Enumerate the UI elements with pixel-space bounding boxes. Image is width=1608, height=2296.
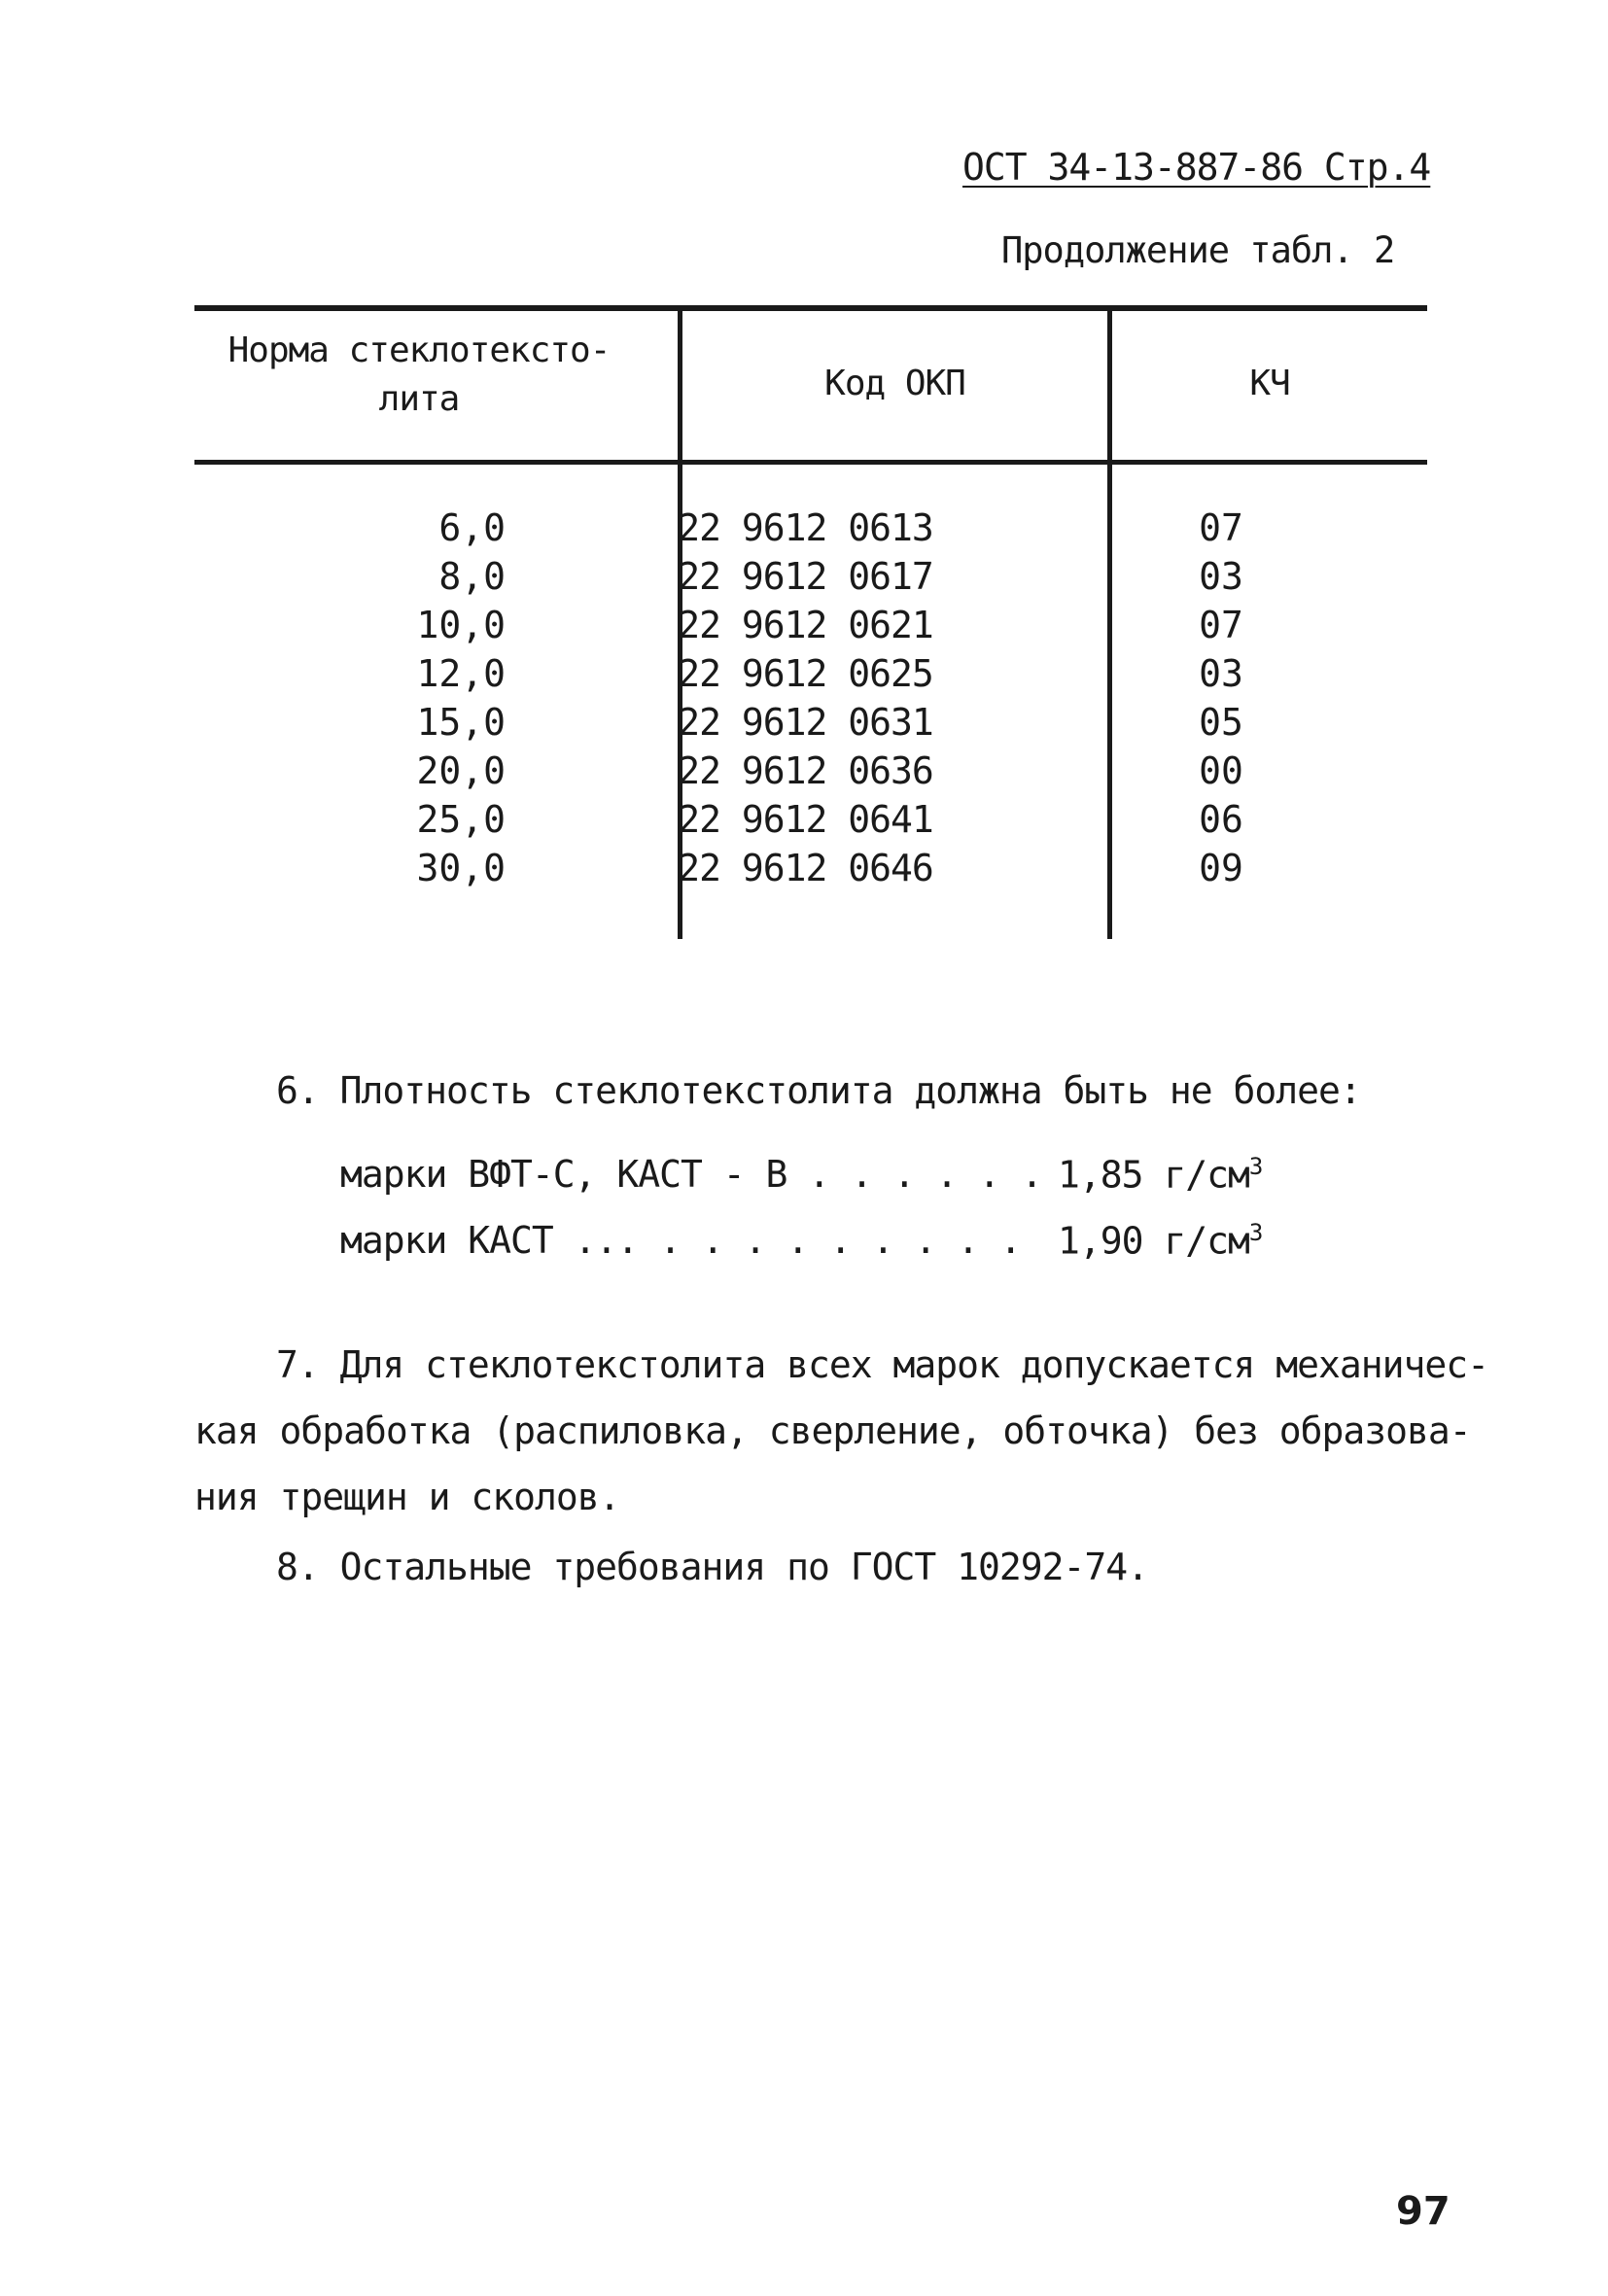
table-body: [194, 504, 1427, 892]
table-top-rule: [194, 305, 1427, 311]
page-number: 97: [1396, 2189, 1451, 2234]
section-6-text: 6. Плотность стеклотекстолита должна быть не более:: [276, 1069, 1361, 1112]
section-7-line3: ния трещин и сколов.: [194, 1476, 620, 1518]
cell-norm: 8,0: [438, 555, 506, 598]
density-value-kast: [1058, 1219, 1262, 1263]
cell-code: 22 9612 0641: [678, 798, 933, 841]
table-header-norm-line2: лита: [378, 379, 460, 419]
table-row: [194, 552, 1427, 601]
cell-norm: 10,0: [416, 604, 506, 646]
density-value-vft-text: 1,85 г/см: [1058, 1153, 1249, 1197]
cell-code: 22 9612 0625: [678, 652, 933, 695]
density-label-vft: марки ВФТ-С, КАСТ - В . . . . . .: [340, 1153, 1042, 1196]
cell-code: 22 9612 0636: [678, 749, 933, 792]
table-header-rule: [194, 460, 1427, 465]
density-value-vft: [1058, 1153, 1262, 1197]
cell-code: 22 9612 0621: [678, 604, 933, 646]
cell-norm: 30,0: [416, 847, 506, 889]
cell-norm: 25,0: [416, 798, 506, 841]
cell-kch: 03: [1199, 555, 1243, 598]
density-label-kast: марки КАСТ ... . . . . . . . . .: [340, 1219, 1022, 1262]
cell-code: 22 9612 0631: [678, 701, 933, 744]
cell-code: 22 9612 0646: [678, 847, 933, 889]
table-row: [194, 747, 1427, 795]
section-7: [194, 1332, 1489, 1530]
cell-kch: 09: [1199, 847, 1243, 889]
cell-code: 22 9612 0613: [678, 506, 933, 549]
cell-norm: 12,0: [416, 652, 506, 695]
cell-kch: 07: [1199, 604, 1243, 646]
table-caption: Продолжение табл. 2: [1001, 229, 1395, 271]
unit-exponent: 3: [1248, 1153, 1263, 1180]
table-header-norm-line1: Норма стеклотексто-: [227, 330, 611, 370]
cell-kch: 00: [1199, 749, 1243, 792]
section-8-text: 8. Остальные требования по ГОСТ 10292-74.: [276, 1546, 1148, 1588]
section-7-line2: кая обработка (распиловка, сверление, обточка) без образова-: [194, 1409, 1471, 1452]
section-7-line1: 7. Для стеклотекстолита всех марок допускается механичес-: [276, 1343, 1489, 1386]
table-row: [194, 601, 1427, 649]
cell-kch: 06: [1199, 798, 1243, 841]
table-header-code: Код ОКП: [824, 364, 965, 403]
cell-kch: 05: [1199, 701, 1243, 744]
cell-norm: 20,0: [416, 749, 506, 792]
cell-norm: 6,0: [438, 506, 506, 549]
table-row: [194, 795, 1427, 844]
cell-kch: 07: [1199, 506, 1243, 549]
table-header-norm: [220, 327, 618, 424]
cell-norm: 15,0: [416, 701, 506, 744]
unit-exponent: 3: [1248, 1219, 1263, 1246]
cell-code: 22 9612 0617: [678, 555, 933, 598]
table-row: [194, 504, 1427, 552]
cell-kch: 03: [1199, 652, 1243, 695]
density-value-kast-text: 1,90 г/см: [1058, 1219, 1249, 1263]
table-row: [194, 844, 1427, 892]
table-header-kch: КЧ: [1249, 364, 1290, 403]
table-row: [194, 698, 1427, 747]
table-row: [194, 649, 1427, 698]
header-doc-ref: ОСТ 34-13-887-86 Стр.4: [962, 146, 1431, 189]
